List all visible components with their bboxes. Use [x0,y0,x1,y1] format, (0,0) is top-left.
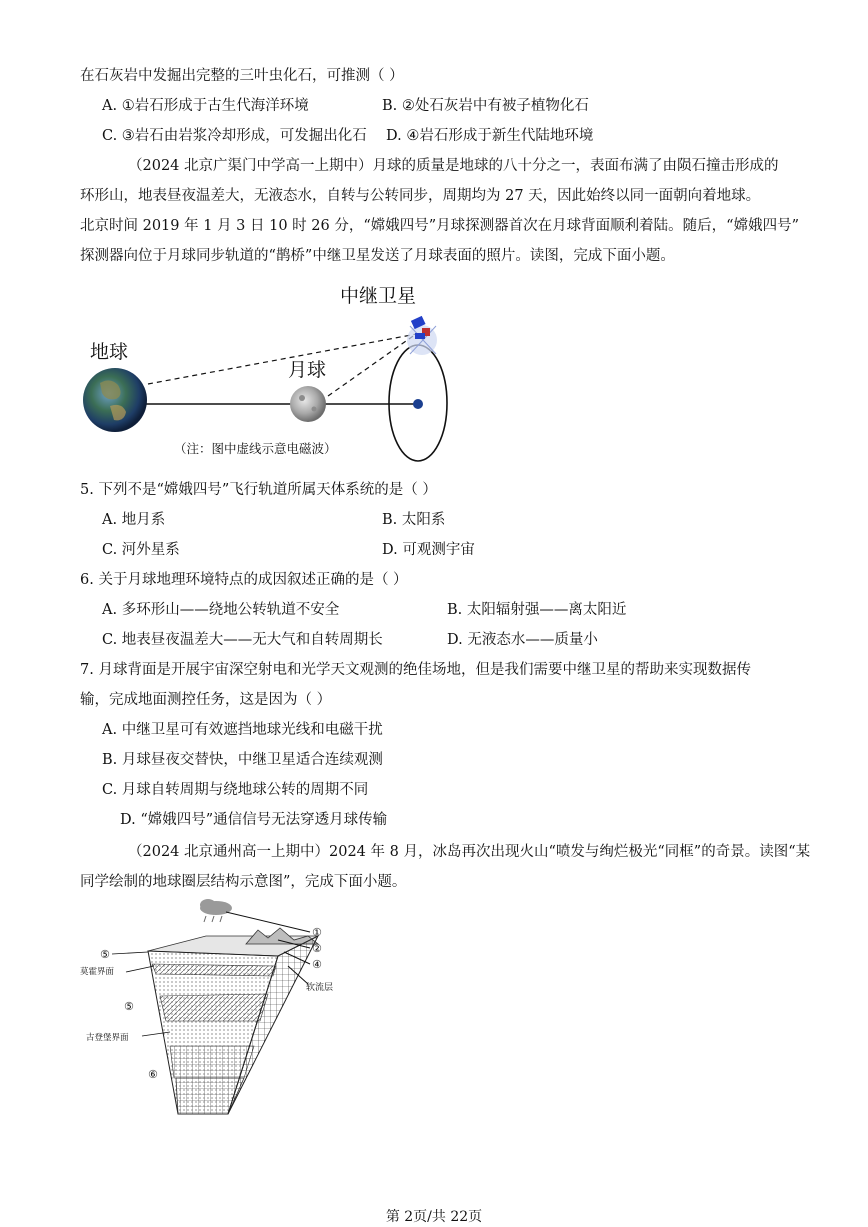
moon-icon [290,386,326,422]
relay-satellite-icon [407,316,437,355]
earth-label: 地球 [90,341,129,363]
q-prev-stem: 在石灰岩中发掘出完整的三叶虫化石，可推测（ ） [80,68,404,84]
q6-option-b[interactable]: B. 太阳辐射强——离太阳近 [447,602,627,618]
q7-option-c[interactable]: C. 月球自转周期与绕地球公转的周期不同 [102,782,369,798]
passage1-line-3: 北京时间 2019 年 1 月 3 日 10 时 26 分，“嫦娥四号”月球探测器首次在月球背面顺利着陆。随后，“嫦娥四号” [80,218,799,234]
q7-option-b[interactable]: B. 月球昼夜交替快，中继卫星适合连续观测 [102,752,383,768]
wave-moon-satellite [328,334,416,396]
label-1: ① [312,926,322,939]
passage2-line-2: 同学绘制的地球圈层结构示意图”，完成下面小题。 [80,874,407,890]
q6-option-d[interactable]: D. 无液态水——质量小 [447,632,598,648]
q-prev-option-c[interactable]: C. ③岩石由岩浆冷却形成，可发掘出化石 [102,128,367,144]
label-6: ⑥ [148,1068,158,1081]
q7-option-d[interactable]: D. “嫦娥四号”通信信号无法穿透月球传输 [120,812,388,828]
label-5b: ⑤ [124,1000,134,1013]
q-prev-option-a[interactable]: A. ①岩石形成于古生代海洋环境 [102,98,309,114]
q-prev-option-d[interactable]: D. ④岩石形成于新生代陆地环境 [386,128,594,144]
earth-icon [83,368,147,432]
passage1-line-1: （2024 北京广渠门中学高一上期中）月球的质量是地球的八十分之一，表面布满了由陨石撞击形成的 [128,158,779,174]
moho-label: 莫霍界面 [80,967,115,977]
earth-layers-figure [78,896,358,1118]
satellite-label: 中继卫星 [340,285,417,307]
q5-option-a[interactable]: A. 地月系 [102,512,166,528]
figure1-note: （注：图中虚线示意电磁波） [174,441,337,456]
earth-moon-satellite-diagram [70,278,470,468]
earth-layers-diagram [78,896,358,1118]
passage1-line-4: 探测器向位于月球同步轨道的“鹊桥”中继卫星发送了月球表面的照片。读图，完成下面小题。 [80,248,675,264]
q5-option-c[interactable]: C. 河外星系 [102,542,180,558]
moon-label: 月球 [288,359,327,381]
earth-moon-satellite-figure [70,278,470,468]
gutenberg-label: 古登堡界面 [86,1033,129,1043]
q5-option-d[interactable]: D. 可观测宇宙 [382,542,475,558]
q6-option-c[interactable]: C. 地表昼夜温差大——无大气和自转周期长 [102,632,383,648]
passage2-line-1: （2024 北京通州高一上期中）2024 年 8 月，冰岛再次出现火山“喷发与绚烂极光“同框”的奇景。读图“某 [128,844,811,860]
label-5: ⑤ [100,948,110,961]
q7-stem-line-1: 7. 月球背面是开展宇宙深空射电和光学天文观测的绝佳场地，但是我们需要中继卫星的帮助来实现数据传 [80,662,751,678]
q7-option-a[interactable]: A. 中继卫星可有效遮挡地球光线和电磁干扰 [102,722,383,738]
q6-option-a[interactable]: A. 多环形山——绕地公转轨道不安全 [102,602,340,618]
q5-option-b[interactable]: B. 太阳系 [382,512,446,528]
label-2: ② [312,942,322,955]
passage1-line-2: 环形山，地表昼夜温差大，无液态水，自转与公转同步，周期均为 27 天，因此始终以同一面朝向着地球。 [80,188,761,204]
label-4: ④ [312,958,322,971]
asthenosphere-label: 软流层 [306,983,334,993]
q-prev-option-b[interactable]: B. ②处石灰岩中有被子植物化石 [382,98,589,114]
q6-stem: 6. 关于月球地理环境特点的成因叙述正确的是（ ） [80,572,408,588]
q5-stem: 5. 下列不是“嫦娥四号”飞行轨道所属天体系统的是（ ） [80,482,437,498]
orbit-center-dot [413,399,423,409]
q7-stem-line-2: 输，完成地面测控任务，这是因为（ ） [80,692,332,708]
cloud-rain-icon [200,899,232,922]
page-footer: 第 2页/共 22页 [385,1209,483,1225]
